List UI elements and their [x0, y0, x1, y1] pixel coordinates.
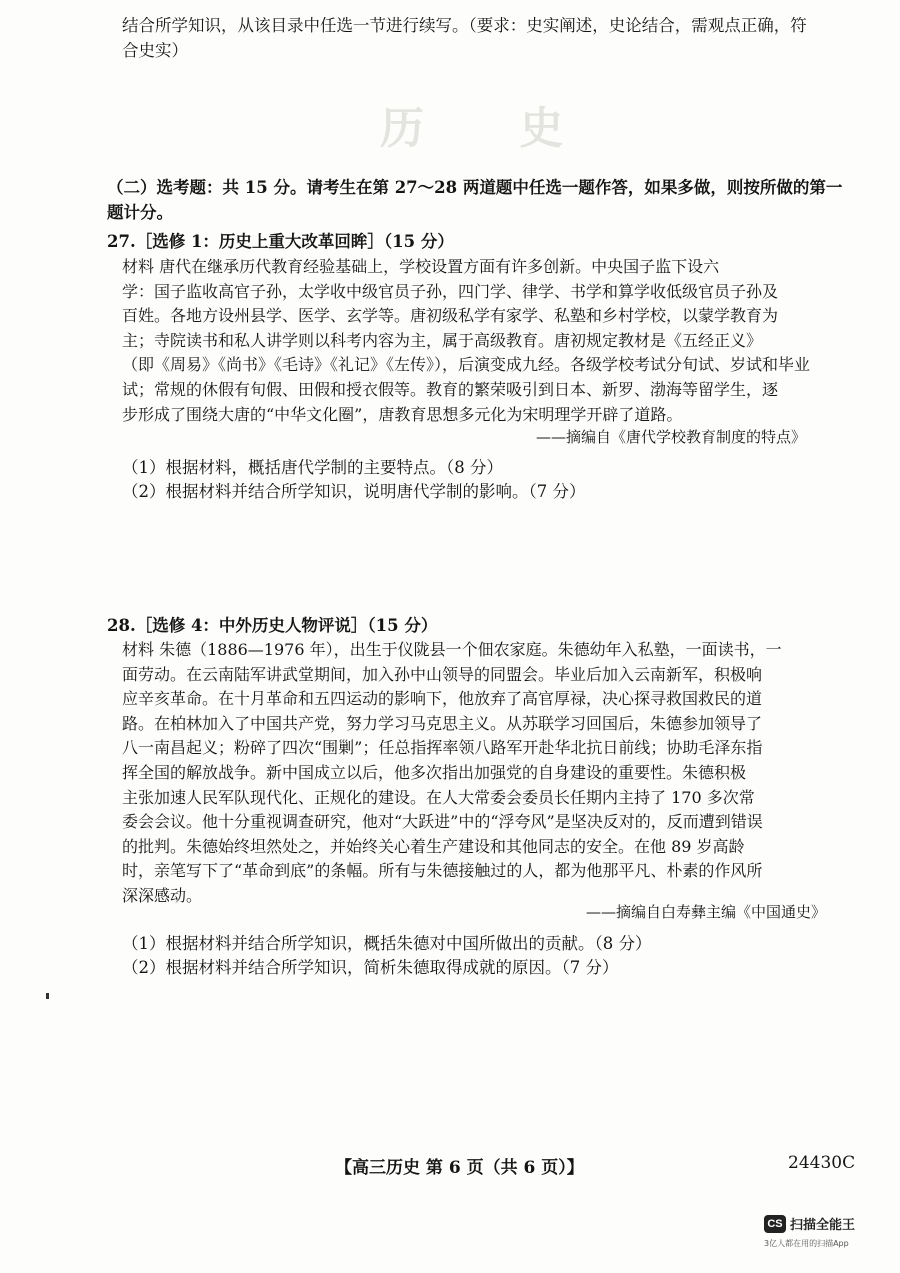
q28-source: ——摘编自白寿彝主编《中国通史》 — [585, 903, 826, 921]
camscanner-name: 扫描全能王 — [790, 1218, 856, 1233]
q27-subquestion-1: （1）根据材料，概括唐代学制的主要特点。（8 分） — [122, 458, 503, 477]
q28-subquestion-1: （1）根据材料并结合所学知识，概括朱德对中国所做出的贡献。（8 分） — [122, 934, 652, 953]
q27-header: 27.［选修 1：历史上重大改革回眸］（15 分） — [107, 232, 454, 251]
section-2-instructions: （二）选考题：共 15 分。请考生在第 27～28 两道题中任选一题作答，如果多做，则按所做的第一 题计分。 — [107, 178, 843, 222]
q28-header: 28.［选修 4：中外历史人物评说］（15 分） — [107, 616, 438, 635]
paper-code: 24430C — [788, 1153, 856, 1173]
continuation-text: 结合所学知识，从该目录中任选一节进行续写。（要求：史实阐述，史论结合，需观点正确，符 合史实） — [122, 16, 807, 60]
q27-material: 材料 唐代在继承历代教育经验基础上，学校设置方面有许多创新。中央国子监下设六 学：国子监收高官子孙，太学收中级官员子孙，四门学、律学、书学和算学收低级官员子孙及 百姓。各地方设州县学、医学、玄学等。唐初级私学有家学、私塾和乡村学校，以蒙学教育为 主；寺院读书和私人讲学则以科考内容为主，属于高级教育。唐初规定教材是《五经正义》 （即《周易》《尚书》《毛诗》《礼记》《左传》），后演变成九经。各级学校考试分旬试、岁试和毕业 试；常规的休假有旬假、田假和授衣假等。教育的繁荣吸引到日本、新罗、渤海等留学生，逐 步形成了围绕大唐的“中华文化圈”，唐教育思想多元化为宋明理学开辟了道路。 — [122, 257, 811, 424]
q27-subquestion-2: （2）根据材料并结合所学知识，说明唐代学制的影响。（7 分） — [122, 482, 586, 501]
q28-material: 材料 朱德（1886—1976 年），出生于仪陇县一个佃农家庭。朱德幼年入私塾，一面读书，一 面劳动。在云南陆军讲武堂期间，加入孙中山领导的同盟会。毕业后加入云南新军，积极响 应辛亥革命。在十月革命和五四运动的影响下，他放弃了高官厚禄，决心探寻救国救民的道 路。在柏林加入了中国共产党，努力学习马克思主义。从苏联学习回国后，朱德参加领导了 八一南昌起义；粉碎了四次“围剿”；任总指挥率领八路军开赴华北抗日前线；协助毛泽东指 挥全国的解放战争。新中国成立以后，他多次指出加强党的自身建设的重要性。朱德积极 主张加速人民军队现代化、正规化的建设。在人大常委会委员长任期内主持了 170 多次常 委会会议。他十分重视调查研究，他对“大跃进”中的“浮夸风”是坚决反对的，反而遭到错误 的批判。朱德始终坦然处之，并始终关心着生产建设和其他同志的安全。在他 89 岁高龄 时，亲笔写下了“革命到底”的条幅。所有与朱德接触过的人，都为他那平凡、朴素的作风所 深深感动。 — [122, 640, 782, 905]
q27-source: ——摘编自《唐代学校教育制度的特点》 — [535, 428, 806, 446]
page-footer: 【高三历史 第 6 页（共 6 页）】 — [335, 1158, 584, 1178]
bleed-through-title: 历 史 — [380, 103, 604, 154]
q28-subquestion-2: （2）根据材料并结合所学知识，简析朱德取得成就的原因。（7 分） — [122, 958, 619, 977]
scan-speck — [46, 993, 49, 999]
camscanner-tagline: 3亿人都在用的扫描App — [764, 1239, 849, 1248]
camscanner-logo-icon: CS — [764, 1215, 786, 1233]
